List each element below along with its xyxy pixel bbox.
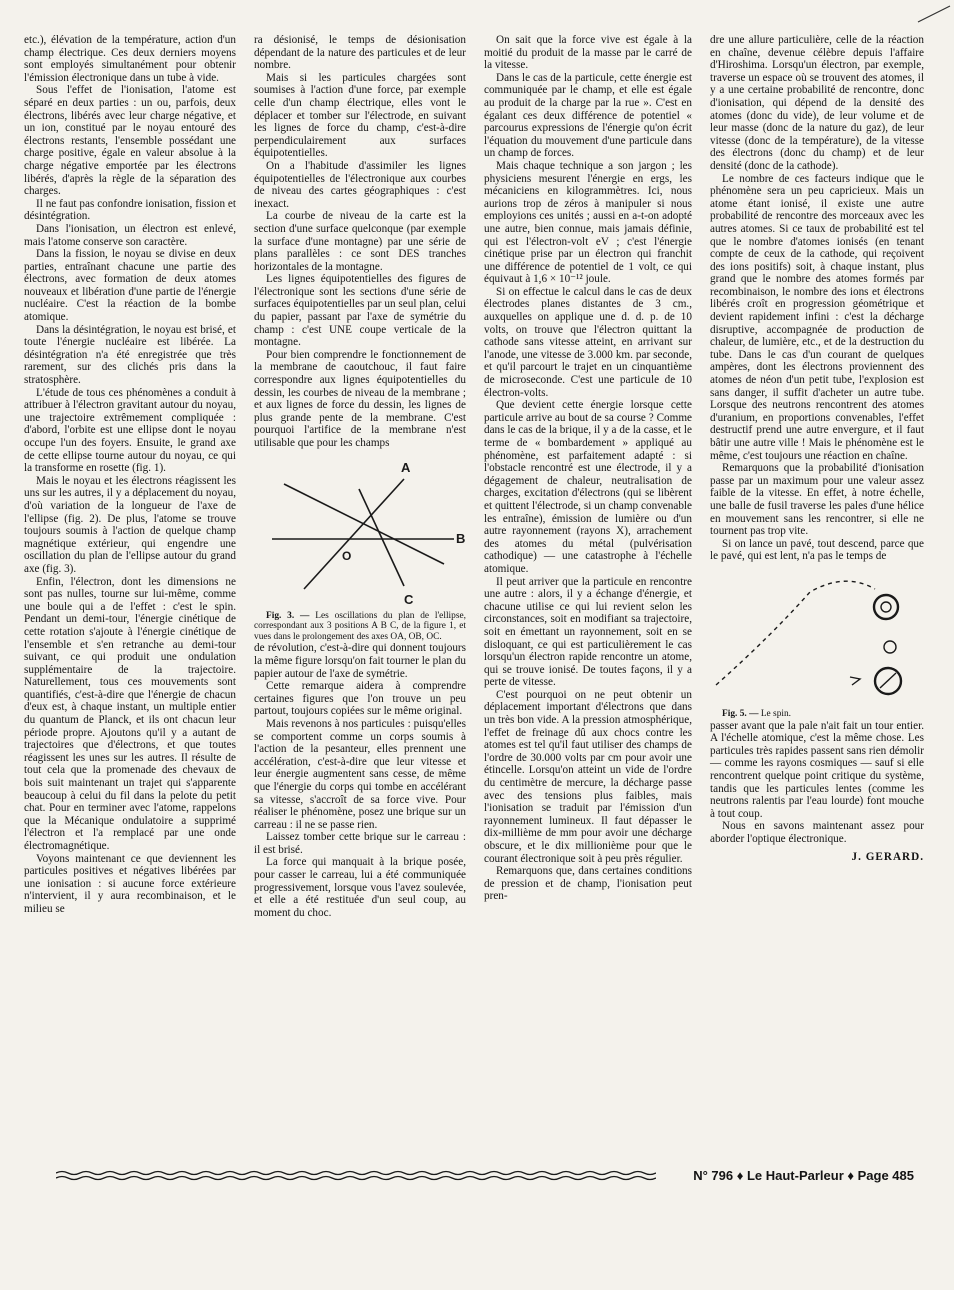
paragraph: passer avant que la pale n'ait fait un tour entier. A l'échelle atomique, c'est la même chose. Les particules très rapides passent sans rien démolir — comme les rayons cosmiques — sauf si elle rencontrent quelque point critique du système, tandis que les particules lentes (comme les neutrons ralentis par l'eau lourde) font mouche à tout coup. [710,719,924,820]
column-2-top-text [254,34,466,450]
paragraph: On a l'habitude d'assimiler les lignes équipotentielles de l'électronique aux courbes de niveau des cartes géographiques : c'est inexact. [254,159,466,210]
paragraph: Remarquons que la probabilité d'ionisation passe par un maximum pour une valeur assez faible de la vitesse. En effet, à notre échelle, une balle de fusil traverse les pales d'une hélice en mouvement sans les rencontrer, si elle ne tournent pas trop vite. [710,462,924,538]
text-column-2 [254,34,466,919]
footer-wave-rule [56,1170,656,1182]
figure-5-spin-diagram [710,567,924,707]
paragraph: Cette remarque aidera à comprendre certaines figures que l'on trouve un peu partout, toujours copiées sur le même original. [254,680,466,718]
paragraph: Dans la désintégration, le noyau est brisé, et toute l'énergie nucléaire est libérée. La désintégration n'a été enregistrée que très rarement, sur des clichés pris dans la stratosphère. [24,323,236,387]
paragraph: dre une allure particulière, celle de la réaction en chaîne, devenue célèbre depuis l'affaire d'Hiroshima. Lorsqu'un électron, par exemple, traverse un espace où se trouvent des atomes, il y a une certaine probabilité de rencontre, donc d'ionisation, qui dépend de la densité des atomes (donc du vide), de leur volume et de leur masse (donc de la nature du gaz), de leur vitesse (donc de la température), de la vitesse des électrons (donc du champ) et de leur densité (donc de la cathode). [710,34,924,172]
paragraph: Pour bien comprendre le fonctionnement de la membrane de caoutchouc, il faut faire correspondre aux lignes équipotentielles du dessin, les courbes de niveau de la membrane ; et aux lignes de force du dessin, les lignes de plus grande pente de la membrane. C'est pourquoi l'artifice de la membrane n'est utilisable que pour les champs [254,348,466,449]
figure-3-caption-label: Fig. 3. — [266,610,310,621]
paragraph: Mais si les particules chargées sont soumises à l'action d'une force, par exemple celle d'un champ électrique, elles vont le déplacer et tomber sur l'électrode, en suivant les lignes de force du champ, c'est-à-dire perpendiculairement aux surfaces équipotentielles. [254,71,466,160]
article-page [24,34,924,1254]
paragraph: de révolution, c'est-à-dire qui donnent toujours la même figure lorsqu'on fait tourner le plan du papier autour de l'axe de symétrie. [254,642,466,680]
text-column-4 [710,34,924,864]
paragraph: Dans l'ionisation, un électron est enlevé, mais l'atome conserve son caractère. [24,222,236,248]
column-2-bottom-text [254,642,466,919]
figure-label-c: C [404,591,414,607]
paragraph: Mais le noyau et les électrons réagissent les uns sur les autres, il y a déplacement du noyau, d'où variation de la longueur de l'axe de l'ellipse (fig. 2). De plus, l'atome se trouve toujours soumis à l'action de quelque champ magnétique extérieur, qui engendre une oscillation du plan de l'ellipse autour du grand axe (fig. 3). [24,474,236,575]
text-column-1 [24,34,236,916]
column-4-top-text [710,34,924,563]
figure-5-caption-text: Le spin. [760,708,792,719]
electron-circle-2 [884,641,896,653]
paragraph: Les lignes équipotentielles des figures de l'électronique sont les sections d'une série de surfaces équipotentielles par un seul plan, celui du papier, passant par l'axe de symétrie du champ : c'est UNE coupe verticale de la montagne. [254,273,466,349]
footer-page-info: N° 796 ♦ Le Haut-Parleur ♦ Page 485 [693,1168,914,1183]
paragraph: L'étude de tous ces phénomènes a conduit à attribuer à l'électron gravitant autour du noyau, une trajectoire extrêmement compliquée : d'abord, l'orbite est une ellipse dont le noyau occupe l'un des foyers. Ensuite, le grand axe de cette ellipse tourne autour du noyau, ce qui la transforme en rosette (fig. 1). [24,386,236,475]
paragraph: Mais revenons à nos particules : puisqu'elles se comportent comme un corps soumis à l'action de la pesanteur, elles prennent une accélération, c'est-à-dire que leur vitesse et leur énergie augmentent sans cesse, de même que l'énergie du corps qui tombe en accélérant sa vitesse, s'accroît de sa force vive. Pour réaliser le phénomène, posez une brique sur un carreau : il ne se passe rien. [254,717,466,831]
paragraph: Nous en savons maintenant assez pour aborder l'optique électronique. [710,820,924,845]
electron-spin-axis [880,673,896,688]
paragraph: Que devient cette énergie lorsque cette particule arrive au bout de sa course ? Comme dans le cas de la brique, il y a de la casse, et le terme de « bombardement » appliqué au phénomène, est parfaitement adapté : si l'obstacle rencontré est une électrode, il y a dégagement de chaleur, neutralisation de charges, excitation d'électrons (qui se libèrent et quittent l'électrode, si un champ convenable les entraîne), émission de lumière ou d'un autre rayonnement (rayons X), arrachement des atomes du métal (pulvérisation cathodique) — une catastrophe à l'échelle atomique. [484,399,692,575]
paragraph: Le nombre de ces facteurs indique que le phénomène sera un peu capricieux. Mais un atome étant ionisé, il existe une autre probabilité de rencontre des morceaux avec les autres atomes. Si ce taux de probabilité est tel que le nombre d'atomes ionisés (en tenant compte de ceux de la cathode, qui reçoivent des ions positifs) soit, à chaque instant, plus grand que le nombre des atomes formés par recombinaison, le nombre des ions et électrons libérés croît en progression géométrique et devient rapidement infini : c'est la décharge disruptive, accompagnée de production de chaleur, de lumière, etc., et de la destruction du tube. Dans le cas d'un courant de quelques ampères, dont les électrons proviennent des atomes de néon d'un petit tube, l'explosion est sans danger, il suffit d'acheter un autre tube. Lorsque des neutrons rencontrent des atomes d'uranium, en proportions convenables, l'effet destructif prend une autre envergure, et il faut bâtir une autre ville ! Mais le phénomène est le même, c'est toujours une réaction en chaîne. [710,172,924,462]
paragraph: Voyons maintenant ce que deviennent les particules positives et négatives libérées par une ionisation : si aucune force extérieure n'intervient, il y aura recombinaison, et le milieu se [24,852,236,915]
paragraph: ra désionisé, le temps de désionisation dépendant de la nature des particules et de leur nombre. [254,34,466,72]
paragraph: La force qui manquait à la brique posée, pour casser le carreau, lui a été communiquée progressivement, lorsque vous l'avez soulevée, et elle a été restituée d'un seul coup, au moment du choc. [254,856,466,919]
paragraph: Si on effectue le calcul dans le cas de deux électrodes planes distantes de 3 cm., auxquelles on applique une d. d. p. de 10 volts, on trouve que l'électron quittant la cathode sans vitesse atteint, en arrivant sur l'anode, une vitesse de 3.000 km. par seconde, et qu'il parcourt le trajet en un cinquantième de microseconde. C'est une particule de 10 électron-volts. [484,285,692,399]
paragraph: Laissez tomber cette brique sur le carreau : il est brisé. [254,831,466,856]
paragraph: Il peut arriver que la particule en rencontre une autre : alors, il y a échange d'énergie, et chacune utilise ce qui lui revient selon les circonstances, soit en modifiant sa trajectoire, soit en émettant un rayonnement, soit en se disloquant, ce qui est particulièrement le cas lorsqu'un électron rapide rencontre un atome, qui se trouve ionisé. De toutes façons, il y a perte de vitesse. [484,575,692,689]
electron-circle-1 [874,595,898,619]
page-footer [56,1168,914,1184]
paragraph: On sait que la force vive est égale à la moitié du produit de la masse par le carré de la vitesse. [484,34,692,72]
figure-3-caption [254,611,466,643]
paragraph: Si on lance un pavé, tout descend, parce que le pavé, qui est lent, n'a pas le temps de [710,537,924,563]
page-corner-mark [914,0,954,30]
paragraph: etc.), élévation de la température, action d'un champ électrique. Ces deux derniers moyens sont employés simultanément pour obtenir l'émission électronique dans un tube à vide. [24,34,236,84]
electron-core-1 [881,602,891,612]
figure-label-b: B [456,530,466,546]
paragraph: Enfin, l'électron, dont les dimensions ne sont pas nulles, tourne sur lui-même, comme une boule qui a de l'effet : c'est le spin. Pendant un demi-tour, l'énergie cinétique de cette rotation s'ajoute à l'énergie cinétique de l'ensemble et s'en retranche au demi-tour suivant, ce qui produit une ondulation supplémentaire de la trajectoire. Naturellement, tous ces mouvements sont quantifiés, c'est-à-dire que l'énergie de chacun d'eux est, à chaque instant, un multiple entier du quantum de Planck, et ils ont chacun leur période propre. Ajoutons qu'il y a autant de trajectoires que d'électrons, et que toutes réagissent les unes sur les autres. Il résulte de tout cela que la promenade des chevaux de bois suit maintenant un trajet qui s'apparente beaucoup à celui du fil dans la pelote du petit chat. Pour en terminer avec l'atome, rappelons que la Mécanique ondulatoire a supprimé l'électron et l'a remplacé par une onde électromagnétique. [24,575,236,852]
paragraph: Sous l'effet de l'ionisation, l'atome est séparé en deux parties : un ou, parfois, deux électrons, libérés avec leur charge négative, et un ion, constitué par le noyau entouré des électrons restants, l'ensemble possédant une charge positive, égale en valeur absolue à la charge négative emportée par les électrons libérés, d'après la règle de la séparation des charges. [24,84,236,198]
figure-3-diagram [254,454,466,609]
paragraph: C'est pourquoi on ne peut obtenir un déplacement important d'électrons que dans un très bon vide. A la pression atmosphérique, l'effet de freinage dû aux chocs contre les atomes est tel qu'il faut utiliser des champs de l'ordre de 30.000 volts par cm pour avoir une étincelle. Lorsqu'on atteint un vide de l'ordre du centimètre de mercure, la décharge passe avec des tensions plus faibles, mais l'ionisation se traduit par l'émission d'un rayonnement lumineux. Il faut dépasser le dix-millième de mm pour avoir une décharge obscure, et le dix millionième pour que le courant électronique soit à peu près régulier. [484,688,692,865]
paragraph: Mais chaque technique a son jargon ; les physiciens mesurent l'énergie en ergs, les mécaniciens en kilogrammètres. Ici, nous aurions trop de zéros à manipuler si nous employions ces unités ; aussi en a-t-on adopté une autre, bien connue, mais jamais définie, qui est l'électron-volt eV ; c'est l'énergie cinétique prise par un électron qui franchit une différence de potentiel de 1 volt, ce qui équivaut à 1,6 × 10⁻¹² joule. [484,159,692,286]
figure-label-a: A [401,459,411,475]
figure-5-caption-label: Fig. 5. — [722,708,759,719]
axis-line-oa [304,479,404,589]
figure-5-caption [710,709,924,720]
paragraph: Dans le cas de la particule, cette énergie est communiquée par le champ, et elle est égale au produit de la charge par la rue ». C'est en égalant ces deux différence de potentiel « parcourus expressions de l'énergie qu'on écrit l'équation du mouvement d'une particule dans un champ de forces. [484,71,692,160]
figure-label-o: O [342,548,352,563]
text-column-3 [484,34,692,903]
paragraph: Il ne faut pas confondre ionisation, fission et désintégration. [24,197,236,223]
figure-3-caption-text: Les oscillations du plan de l'ellipse, correspondant aux 3 positions A B C, de la figure 1, et vues dans le prolongement des axes OA, OB, OC. [254,610,466,642]
trajectory-arrow [850,677,860,685]
paragraph: Remarquons que, dans certaines conditions de pression et de champ, l'ionisation peut pren- [484,865,692,903]
author-signature: J. GERARD. [851,851,924,864]
spin-trajectory [716,581,875,685]
paragraph: La courbe de niveau de la carte est la section d'une surface quelconque (par exemple la surface d'une montagne) par une série de plans parallèles : ce sont DES tranches horizontales de la montagne. [254,210,466,273]
column-4-bottom-text [710,720,924,846]
paragraph: Dans la fission, le noyau se divise en deux parties, entraînant chacune une partie des électrons, avec formation de deux atomes nouveaux et libération d'une partie de l'énergie nucléaire. C'est la réaction de la bombe atomique. [24,248,236,324]
